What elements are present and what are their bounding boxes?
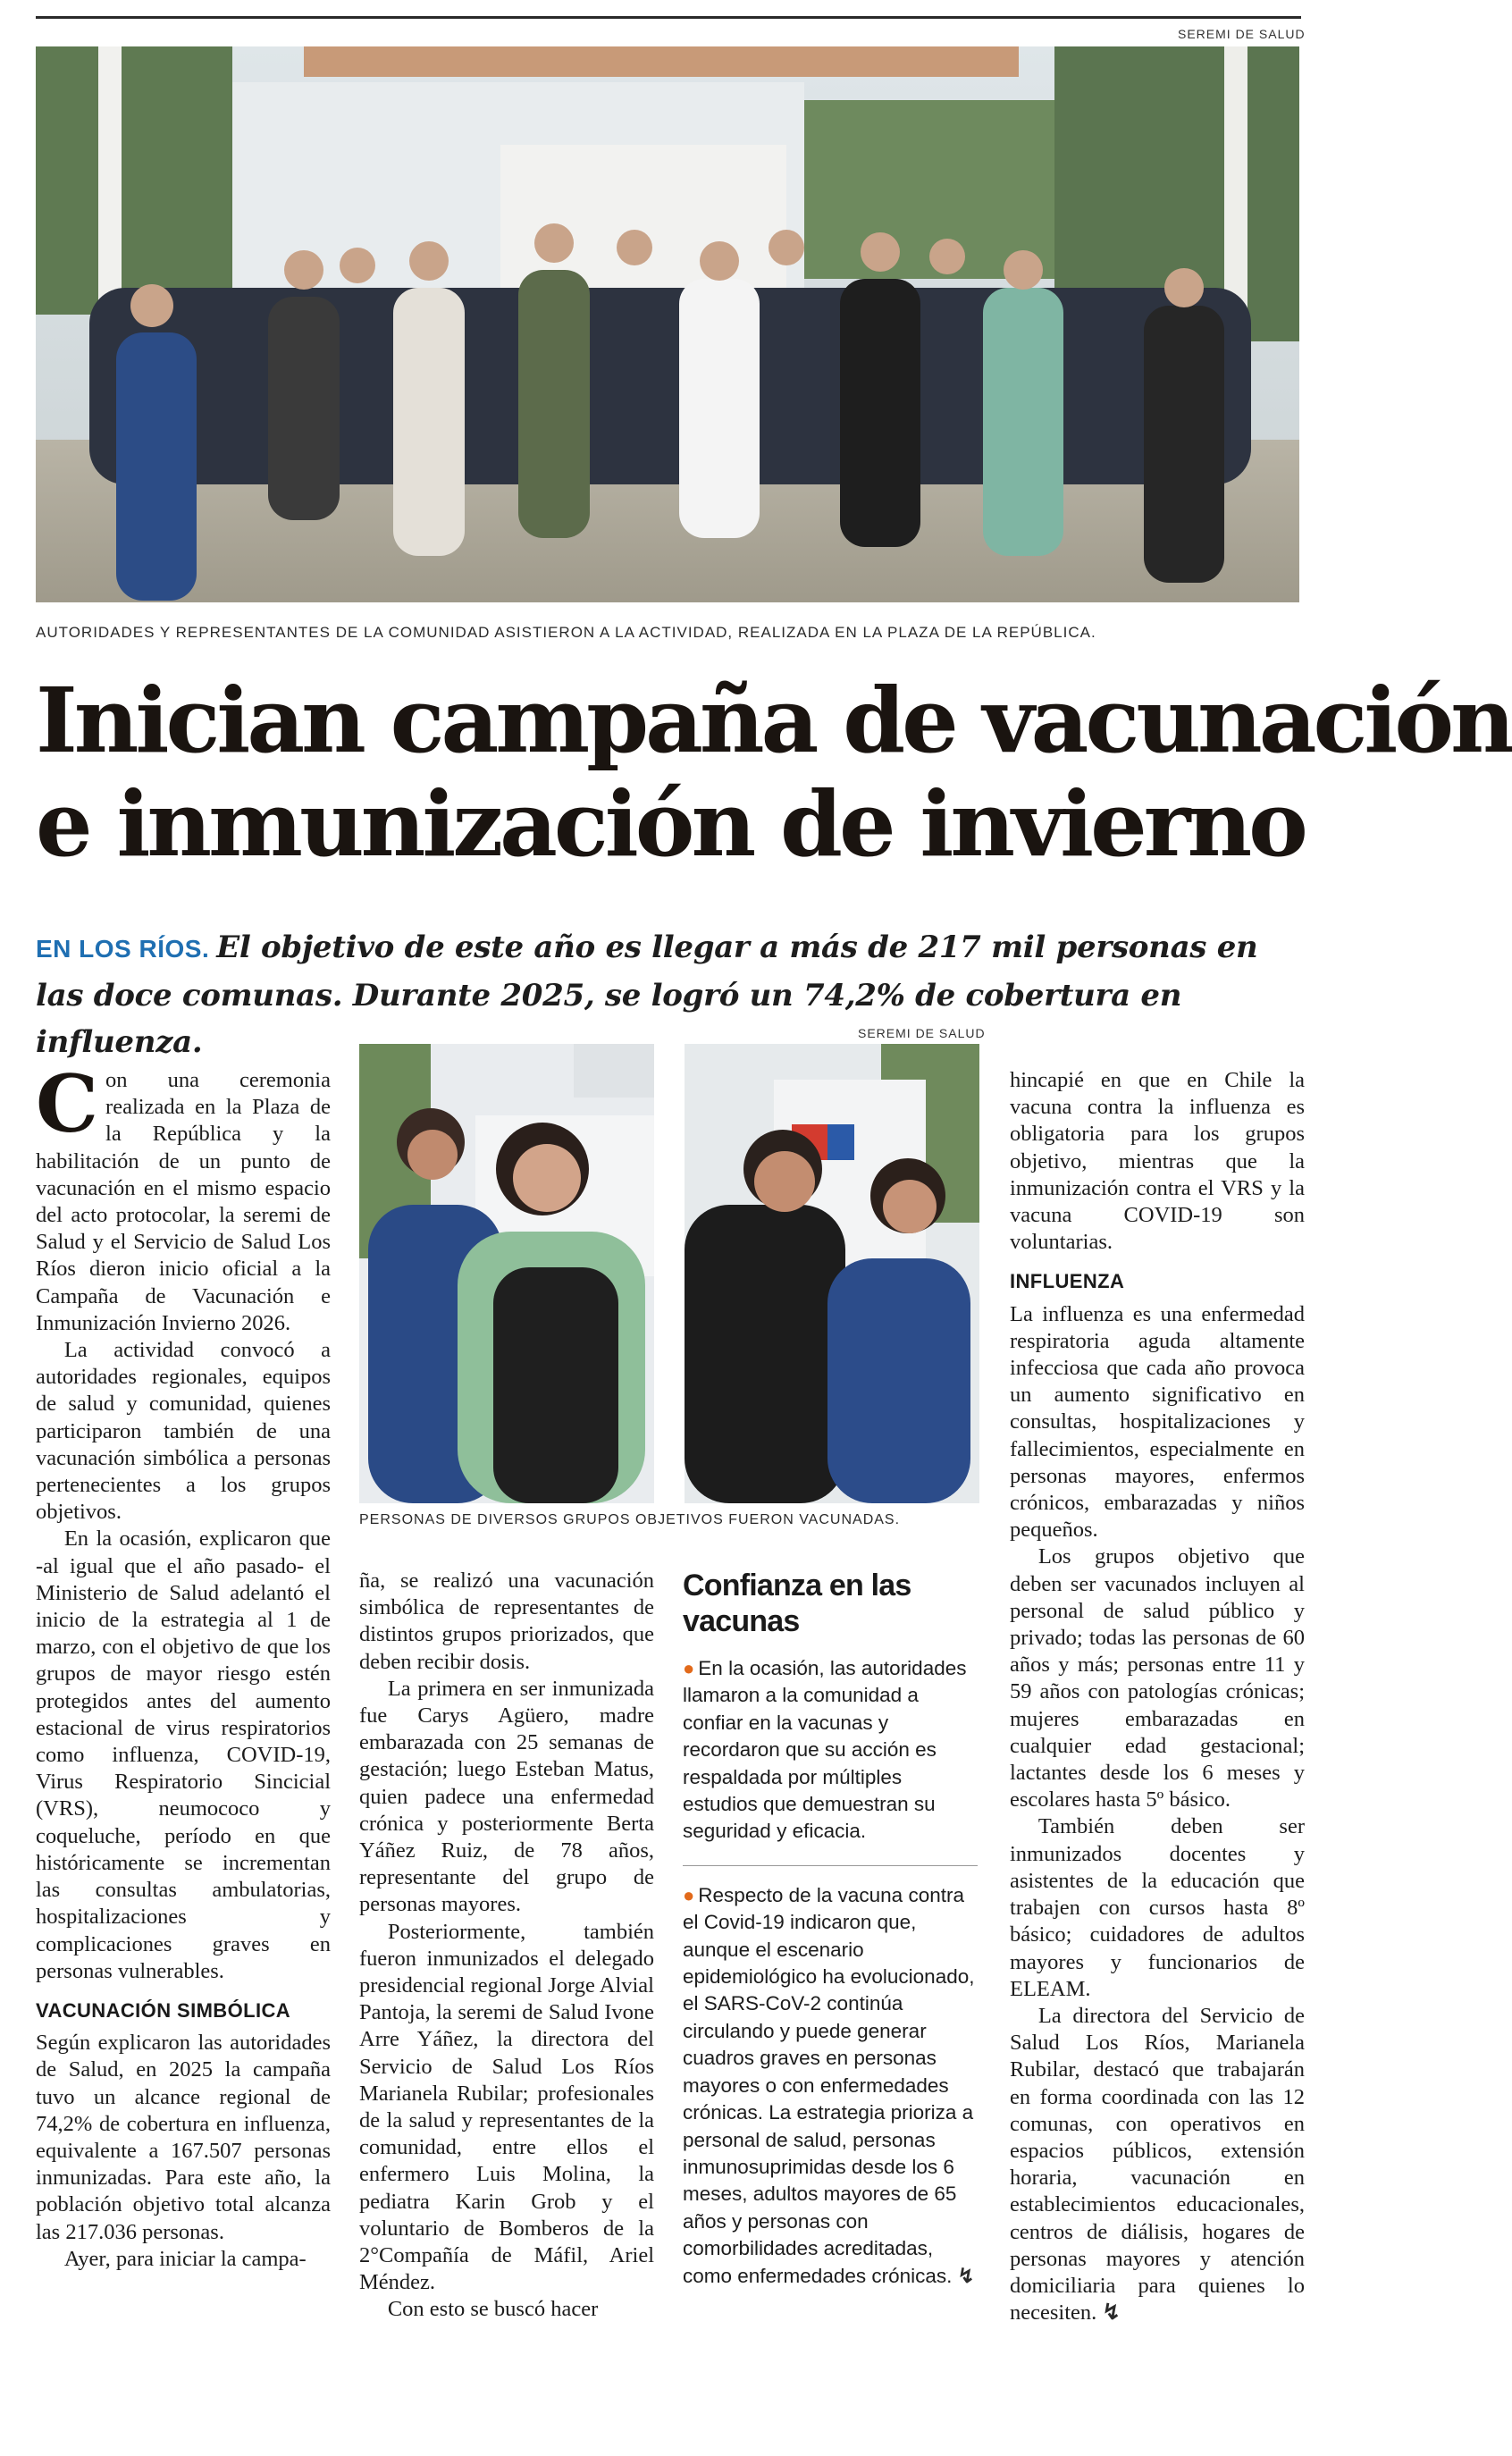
paragraph: La influenza es una enfermedad respiratoria aguda altamente infecciosa que cada año provoca un aumento significativo en consultas, hospitalizaciones y fallecimientos, especialmente en personas mayores, enfermos crónicos, embarazadas y niños pequeños. (1010, 1301, 1305, 1543)
sidebar-box (683, 1655, 978, 2290)
paragraph: Posteriormente, también fueron inmunizados el delegado presidencial regional Jorge Alvial Pantoja, la seremi de Salud Ivone Arre Yáñez, la directora del Servicio de Salud Los Ríos Marianela Rubilar; profesionales de la salud y representantes de la comunidad, entre ellos el enfermero Luis Molina, la pediatra Karin Grob y el voluntario de Bomberos de la 2°Compañía de Máfil, Ariel Méndez. (359, 1919, 654, 2295)
end-mark-icon: ↯ (1102, 2300, 1121, 2326)
paragraph: En la ocasión, explicaron que -al igual que el año pasado- el Ministerio de Salud adelantó el inicio de la estrategia al 1 de marzo, con el objetivo de que los grupos de mayor riesgo estén protegidos antes del aumento estacional de virus respiratorios como influenza, COVID-19, Virus Respiratorio Sincicial (VRS), neumococo y coqueluche, período en que históricamente se incrementan las consultas ambulatorias, hospitalizaciones y complicaciones graves en personas vulnerables. (36, 1527, 331, 1983)
photo-credit-top: SEREMI DE SALUD (1178, 27, 1306, 41)
paragraph: Con una ceremonia realizada en la Plaza de la República y la habilitación de un punto de vacunación en el mismo espacio del acto protocolar, la seremi de Salud y el Servicio de Salud Los Ríos dieron inicio oficial a la Campaña de Vacunación e Inmunización Invierno 2026. (36, 1057, 331, 1335)
paragraph: Con esto se buscó hacer (387, 2297, 599, 2322)
sidebar-divider (683, 1846, 978, 1866)
paragraph: ña, se realizó una vacunación simbólica de representantes de distintos grupos priorizados, que deben recibir dosis. (359, 1569, 654, 1674)
subhead-influenza: INFLUENZA (1010, 1270, 1125, 1293)
headline-line-1: Inician campaña de vacunación (36, 668, 1512, 773)
paragraph: La directora del Servicio de Salud Los Ríos, Marianela Rubilar, destacó que trabajarán en forma coordinada con las 12 comunas, con operativos en espacios públicos, extensión horaria, vacunación en establecimientos educacionales, centros de diálisis, hogares de personas mayores y atención domiciliaria para quienes lo necesiten. ↯ (1010, 2003, 1305, 2326)
top-rule (36, 16, 1301, 19)
main-photo-caption: AUTORIDADES Y REPRESENTANTES DE LA COMUNIDAD ASISTIERON A LA ACTIVIDAD, REALIZADA EN LA PLAZA DE LA REPÚBLICA. (36, 624, 1096, 641)
paragraph: Según explicaron las autoridades de Salud, en 2025 la campaña tuvo un alcance regional de 74,2% de cobertura en influenza, equivalente a 167.507 personas inmunizadas. Para este año, la población objetivo total alcanza las 217.036 personas. (36, 2031, 331, 2244)
lead (36, 924, 1287, 1065)
headline (36, 668, 1512, 877)
sidebar-title: Confianza en las vacunas (683, 1569, 911, 1638)
drop-cap: C (36, 1057, 99, 1150)
paragraph: Ayer, para iniciar la campa- (63, 2246, 307, 2271)
main-photo (36, 46, 1299, 602)
photo-vaccination-1 (359, 1044, 654, 1503)
bullet-icon: ● (683, 1657, 695, 1679)
photo-credit-inline: SEREMI DE SALUD (858, 1026, 986, 1040)
paragraph: hincapié en que en Chile la vacuna contra la influenza es obligatoria para los grupos objetivo, mientras que la inmunización contra el VRS y la vacuna COVID-19 son voluntarias. (1010, 1068, 1305, 1255)
paragraph: También deben ser inmunizados docentes y asistentes de la educación que trabajen con cursos hasta 8º básico; cuidadores de adultos mayores y funcionarios de ELEAM. (1010, 1814, 1305, 2001)
subhead-vacunacion-simbolica: VACUNACIÓN SIMBÓLICA (36, 1998, 291, 2022)
paragraph: La primera en ser inmunizada fue Carys Agüero, madre embarazada con 25 semanas de gestación; luego Esteban Matus, quien padece una enfermedad crónica y posteriormente Berta Yáñez Ruiz, de 78 años, representante del grupo de personas mayores. (359, 1676, 654, 1917)
paragraph: La actividad convocó a autoridades regionales, equipos de salud y comunidad, quienes participaron también de una vacunación simbólica a personas pertenecientes a los grupos objetivos. (36, 1338, 331, 1525)
photos-caption: PERSONAS DE DIVERSOS GRUPOS OBJETIVOS FUERON VACUNADAS. (359, 1512, 901, 1527)
end-mark-icon: ↯ (957, 2264, 975, 2287)
headline-line-2: e inmunización de invierno (36, 771, 1305, 877)
sidebar-item: ● En la ocasión, las autoridades llamaron a la comunidad a confiar en la vacunas y recordaron que su acción es respaldada por múltiples estudios que demuestran su seguridad y eficacia. (683, 1657, 967, 1843)
article-column-1 (36, 1057, 331, 2273)
photo-vaccination-2 (685, 1044, 979, 1503)
lead-text: El objetivo de este año es llegar a más de 217 mil personas en las doce comunas. Durante 2025, se logró un 74,2% de cobertura en influenza. (36, 929, 1258, 1060)
article-column-4 (1010, 1067, 1305, 2326)
sidebar-item: ● Respecto de la vacuna contra el Covid-19 indicaron que, aunque el escenario epidemiológico ha evolucionado, el SARS-CoV-2 continúa circulando y puede generar cuadros graves en personas mayores o con enfermedades crónicas. La estrategia prioriza a personal de salud, personas inmunosuprimidas desde los 6 meses, adultos mayores de 65 años y personas con comorbilidades acreditadas, como enfermedades crónicas. ↯ (683, 1883, 975, 2287)
paragraph: Los grupos objetivo que deben ser vacunados incluyen al personal de salud público y privado; todas las personas de 60 años y más; personas entre 11 y 59 años con patologías crónicas; mujeres embarazadas en cualquier edad gestacional; lactantes desde los 6 meses y escolares hasta 5º básico. (1010, 1544, 1305, 1813)
article-column-2 (359, 1568, 654, 2324)
bullet-icon: ● (683, 1883, 695, 1906)
lead-kicker: EN LOS RÍOS. (36, 935, 210, 963)
